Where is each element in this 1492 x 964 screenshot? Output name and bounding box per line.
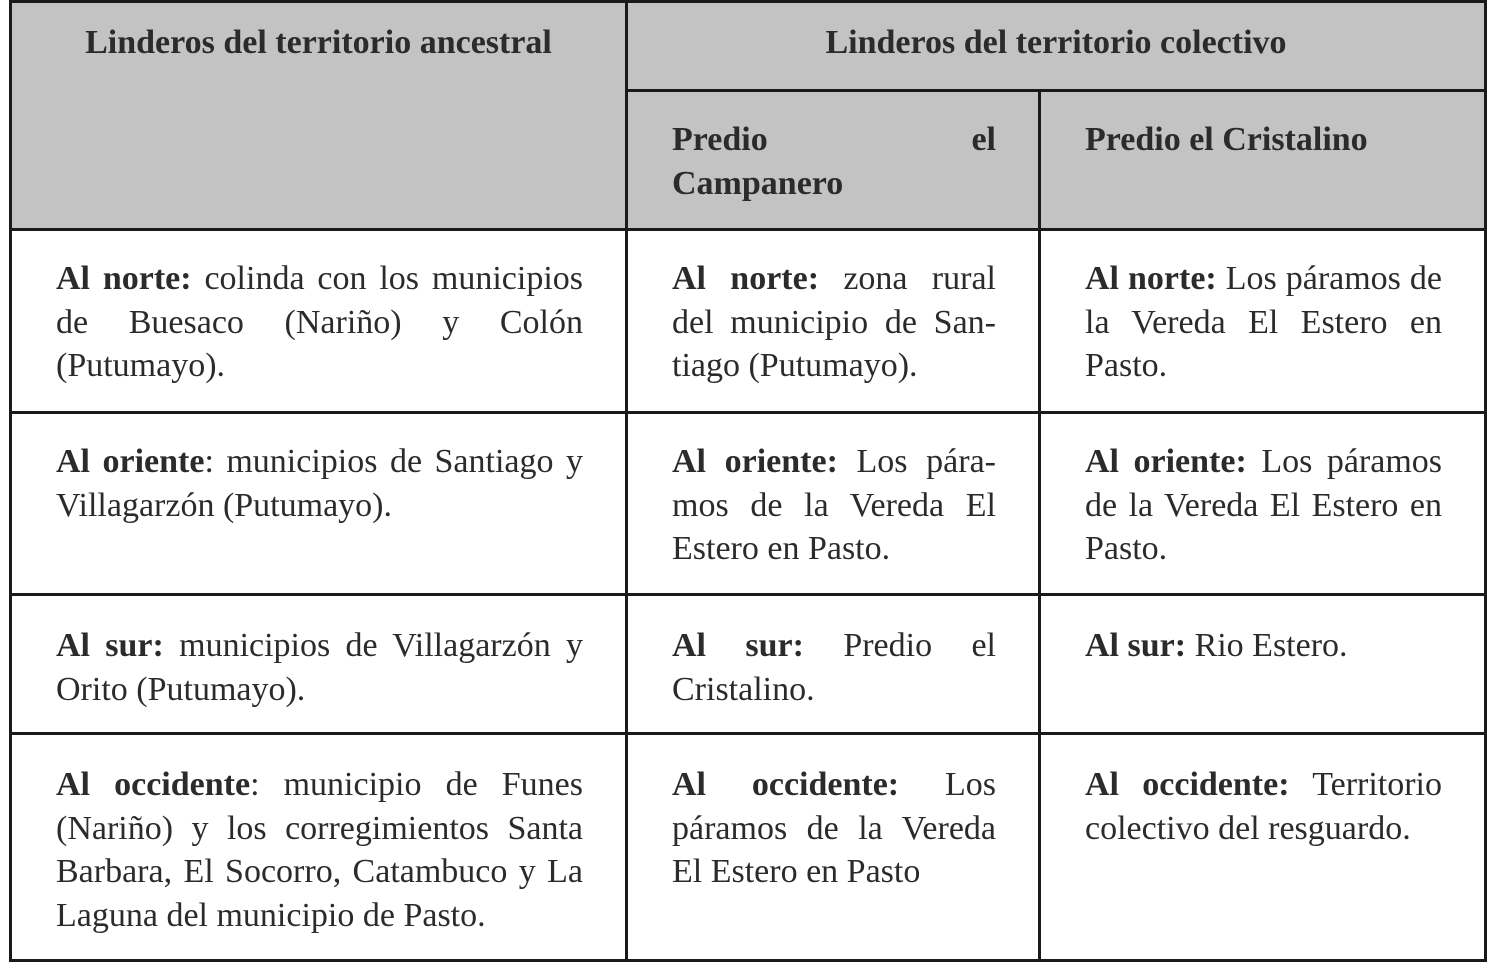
cell-text: Territorio colectivo del resguardo. [1085,766,1442,847]
cell-label: Al norte: [56,260,192,297]
cell-label: Al sur: [56,627,164,664]
cell-campanero [627,595,1040,734]
cell-label: Al sur: [672,627,804,664]
cell-label: Al norte: [1085,260,1217,297]
cell-text: zona rural del municipio de Santiago (Putumayo). [672,260,996,384]
cell-text: Los páramos de la Vereda El Estero en Pasto. [1085,260,1443,384]
cell-text: Los páramos de la Vereda El Estero en Pasto. [1085,443,1443,567]
header-colectivo [627,2,1486,91]
cell-text: : municipio de Funes (Nariño) y los corregimientos Santa Barbara, El Socorro, Catambuco y La Laguna del municipio de Pasto. [56,766,583,934]
cell-cristalino [1040,595,1486,734]
cell-campanero [627,413,1040,595]
cell-campanero [627,734,1040,961]
table-row [11,230,1486,413]
cell-ancestral [11,734,627,961]
table-body [11,230,1486,961]
cell-label: Al norte: [672,260,820,297]
table-row [11,413,1486,595]
cell-label: Al sur: [1085,627,1187,664]
cell-text: colinda con los municipios de Buesaco (Nariño) y Colón (Putumayo). [56,260,583,384]
cell-label: Al oriente: [1085,443,1247,480]
table-row [11,595,1486,734]
table-row [11,734,1486,961]
cell-text: Predio el Cristalino. [672,627,996,708]
header-predio-cristalino-label: Predio el Cristalino [1085,121,1368,158]
cell-cristalino [1040,230,1486,413]
cell-label: Al occidente: [1085,766,1290,803]
cell-cristalino [1040,734,1486,961]
cell-label: Al occidente: [672,766,900,803]
cell-ancestral [11,230,627,413]
cell-label: Al occidente [56,766,251,803]
cell-ancestral [11,413,627,595]
header-ancestral [11,2,627,230]
header-predio-campanero-line1: Predio el [672,121,996,158]
header-predio-campanero [627,91,1040,230]
cell-text: Los páramos de la Vereda El Estero en Pasto [672,766,996,890]
header-colectivo-label: Linderos del territorio colectivo [825,24,1287,61]
cell-text: : municipios de Santiago y Villagarzón (Putumayo). [56,443,583,524]
cell-campanero [627,230,1040,413]
header-predio-cristalino [1040,91,1486,230]
table-header [11,2,1486,230]
boundaries-table [9,0,1487,962]
header-ancestral-label: Linderos del territorio ancestral [85,24,552,61]
header-predio-campanero-line2: Campanero [672,165,844,202]
cell-text: Rio Estero. [1186,627,1348,664]
cell-label: Al oriente: [672,443,838,480]
cell-cristalino [1040,413,1486,595]
cell-text: Los páramos de la Vereda El Estero en Pasto. [672,443,996,567]
cell-ancestral [11,595,627,734]
cell-label: Al oriente [56,443,205,480]
cell-text: municipios de Villagarzón y Orito (Putumayo). [56,627,583,708]
